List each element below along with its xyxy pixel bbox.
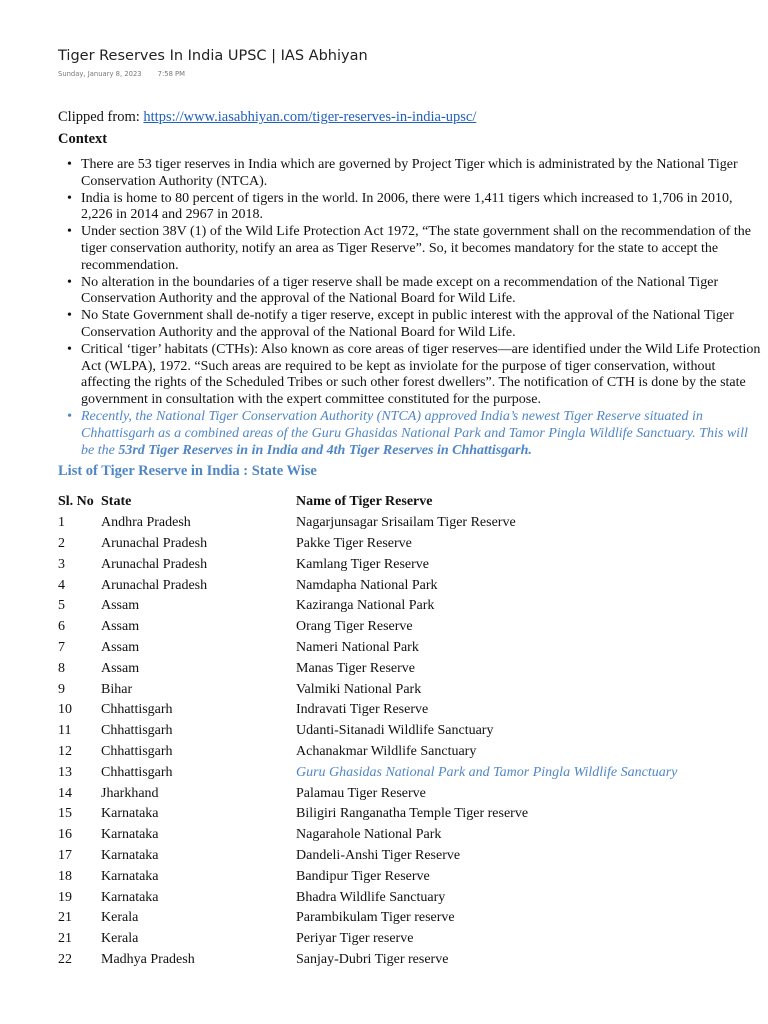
- cell-state: Bihar: [101, 681, 133, 697]
- cell-reserve-name: Udanti-Sitanadi Wildlife Sanctuary: [296, 723, 494, 739]
- cell-sl-no: 21: [58, 910, 72, 926]
- context-bullet-list: [58, 157, 763, 459]
- cell-state: Karnataka: [101, 847, 159, 863]
- highlight-bullet-bold: 53rd Tiger Reserves in in India and 4th Tiger Reserves in Chhattisgarh.: [118, 442, 532, 458]
- tiger-reserve-table: [58, 492, 761, 970]
- cell-reserve-name: Orang Tiger Reserve: [296, 619, 413, 635]
- highlight-bullet-text: Recently, the National Tiger Conservation Authority (NTCA) approved India’s newest Tiger Reserve situated in Chhattisgarh as a combined areas of the Guru Ghasidas National Park and Tamor Pingla Wildlife Sanctuary. This will be the: [81, 408, 748, 458]
- table-row: [58, 658, 761, 679]
- cell-state: Arunachal Pradesh: [101, 535, 208, 551]
- header-sl-no: Sl. No: [58, 494, 94, 510]
- cell-reserve-name: Achanakmar Wildlife Sanctuary: [296, 743, 477, 759]
- table-row: [58, 866, 761, 887]
- cell-sl-no: 7: [58, 639, 65, 655]
- bullet-item: • India is home to 80 percent of tigers in the world. In 2006, there were 1,411 tigers which increased to 1,706 in 2010, 2,226 in 2014 and 2967 in 2018.: [58, 191, 763, 225]
- cell-state: Assam: [101, 619, 140, 635]
- table-row: [58, 825, 761, 846]
- cell-sl-no: 6: [58, 619, 65, 635]
- cell-state: Kerala: [101, 931, 139, 947]
- cell-reserve-name: Nameri National Park: [296, 639, 419, 655]
- cell-state: Jharkhand: [101, 785, 159, 801]
- clipped-from-label: Clipped from:: [58, 109, 144, 125]
- cell-sl-no: 14: [58, 785, 72, 801]
- table-row: [58, 887, 761, 908]
- table-row: [58, 534, 761, 555]
- cell-reserve-name: Indravati Tiger Reserve: [296, 702, 429, 718]
- cell-sl-no: 11: [58, 723, 72, 739]
- cell-state: Andhra Pradesh: [101, 515, 191, 531]
- table-row: [58, 721, 761, 742]
- cell-state: Karnataka: [101, 827, 159, 843]
- cell-sl-no: 12: [58, 743, 72, 759]
- cell-sl-no: 22: [58, 951, 72, 967]
- highlight-bullet-item: [58, 409, 763, 459]
- cell-sl-no: 1: [58, 515, 65, 531]
- cell-reserve-name: Dandeli-Anshi Tiger Reserve: [296, 847, 461, 863]
- note-date: Sunday, January 8, 2023: [58, 70, 142, 78]
- note-title: Tiger Reserves In India UPSC | IAS Abhiyan: [58, 48, 368, 64]
- cell-reserve-name: Bhadra Wildlife Sanctuary: [296, 889, 446, 905]
- bullet-item: • Under section 38V (1) of the Wild Life Protection Act 1972, “The state government shall on the recommendation of the tiger conservation authority, notify an area as Tiger Reserve”. So, it becomes mandatory for the state to accept the recommendation.: [58, 224, 763, 274]
- source-link[interactable]: https://www.iasabhiyan.com/tiger-reserves-in-india-upsc/: [143, 109, 477, 125]
- cell-sl-no: 18: [58, 868, 72, 884]
- cell-sl-no: 8: [58, 660, 65, 676]
- table-row: [58, 679, 761, 700]
- cell-sl-no: 4: [58, 577, 65, 593]
- header-state: State: [101, 494, 132, 510]
- cell-reserve-name: Namdapha National Park: [296, 577, 438, 593]
- table-row: [58, 638, 761, 659]
- cell-sl-no: 3: [58, 556, 65, 572]
- cell-reserve-name: Manas Tiger Reserve: [296, 660, 415, 676]
- note-timestamp: [58, 70, 185, 78]
- cell-state: Kerala: [101, 910, 139, 926]
- header-reserve-name: Name of Tiger Reserve: [296, 494, 433, 510]
- bullet-item: • Critical ‘tiger’ habitats (CTHs): Also known as core areas of tiger reserves—are identified under the Wild Life Protection Act (WLPA), 1972. “Such areas are required to be kept as inviolate for the purpose of tiger conservation, without affecting the rights of the Scheduled Tribes or such other forest dwellers”. The notification of CTH is done by the state government in consultation with the expert committee constituted for the purpose.: [58, 342, 763, 409]
- cell-state: Chhattisgarh: [101, 723, 173, 739]
- bullet-item: • No State Government shall de-notify a tiger reserve, except in public interest with the approval of the National Tiger Conservation Authority and the approval of the National Board for Wild Life.: [58, 308, 763, 342]
- cell-reserve-name: Valmiki National Park: [296, 681, 422, 697]
- table-body: [58, 513, 761, 971]
- table-row: [58, 804, 761, 825]
- cell-state: Karnataka: [101, 889, 159, 905]
- cell-state: Arunachal Pradesh: [101, 577, 208, 593]
- cell-reserve-name: Biligiri Ranganatha Temple Tiger reserve: [296, 806, 529, 822]
- table-row: [58, 554, 761, 575]
- table-row: [58, 700, 761, 721]
- cell-state: Madhya Pradesh: [101, 951, 195, 967]
- cell-state: Assam: [101, 639, 140, 655]
- cell-state: Chhattisgarh: [101, 743, 173, 759]
- table-row: [58, 908, 761, 929]
- table-row: [58, 846, 761, 867]
- cell-sl-no: 2: [58, 535, 65, 551]
- cell-reserve-name: Kamlang Tiger Reserve: [296, 556, 429, 572]
- cell-sl-no: 15: [58, 806, 72, 822]
- cell-reserve-name: Palamau Tiger Reserve: [296, 785, 426, 801]
- table-row: [58, 596, 761, 617]
- cell-state: Chhattisgarh: [101, 702, 173, 718]
- cell-sl-no: 17: [58, 847, 72, 863]
- cell-reserve-name: Pakke Tiger Reserve: [296, 535, 412, 551]
- cell-sl-no: 5: [58, 598, 65, 614]
- cell-reserve-name: Nagarahole National Park: [296, 827, 442, 843]
- cell-reserve-name: Guru Ghasidas National Park and Tamor Pingla Wildlife Sanctuary: [296, 764, 678, 780]
- cell-sl-no: 10: [58, 702, 72, 718]
- cell-reserve-name: Sanjay-Dubri Tiger reserve: [296, 951, 449, 967]
- cell-sl-no: 16: [58, 827, 72, 843]
- bullet-item: • There are 53 tiger reserves in India which are governed by Project Tiger which is administrated by the National Tiger Conservation Authority (NTCA).: [58, 157, 763, 191]
- table-row: [58, 575, 761, 596]
- table-row: [58, 783, 761, 804]
- list-heading: List of Tiger Reserve in India : State Wise: [58, 463, 317, 479]
- clipped-from-line: [58, 109, 476, 126]
- cell-sl-no: 13: [58, 764, 72, 780]
- cell-state: Chhattisgarh: [101, 764, 173, 780]
- cell-reserve-name: Parambikulam Tiger reserve: [296, 910, 455, 926]
- context-heading: Context: [58, 131, 108, 147]
- bullet-item: • No alteration in the boundaries of a tiger reserve shall be made except on a recommendation of the National Tiger Conservation Authority and the approval of the National Board for Wild Life.: [58, 275, 763, 309]
- cell-state: Assam: [101, 598, 140, 614]
- table-header-row: [58, 492, 761, 513]
- cell-state: Karnataka: [101, 868, 159, 884]
- cell-state: Karnataka: [101, 806, 159, 822]
- cell-state: Assam: [101, 660, 140, 676]
- table-row: [58, 929, 761, 950]
- table-row: [58, 950, 761, 971]
- cell-reserve-name: Kaziranga National Park: [296, 598, 435, 614]
- table-row: [58, 617, 761, 638]
- cell-sl-no: 21: [58, 931, 72, 947]
- table-row: [58, 762, 761, 783]
- table-row: [58, 742, 761, 763]
- table-row: [58, 513, 761, 534]
- note-time: 7:58 PM: [157, 70, 186, 78]
- cell-sl-no: 19: [58, 889, 72, 905]
- cell-sl-no: 9: [58, 681, 65, 697]
- cell-reserve-name: Nagarjunsagar Srisailam Tiger Reserve: [296, 515, 516, 531]
- cell-reserve-name: Bandipur Tiger Reserve: [296, 868, 430, 884]
- cell-state: Arunachal Pradesh: [101, 556, 208, 572]
- cell-reserve-name: Periyar Tiger reserve: [296, 931, 414, 947]
